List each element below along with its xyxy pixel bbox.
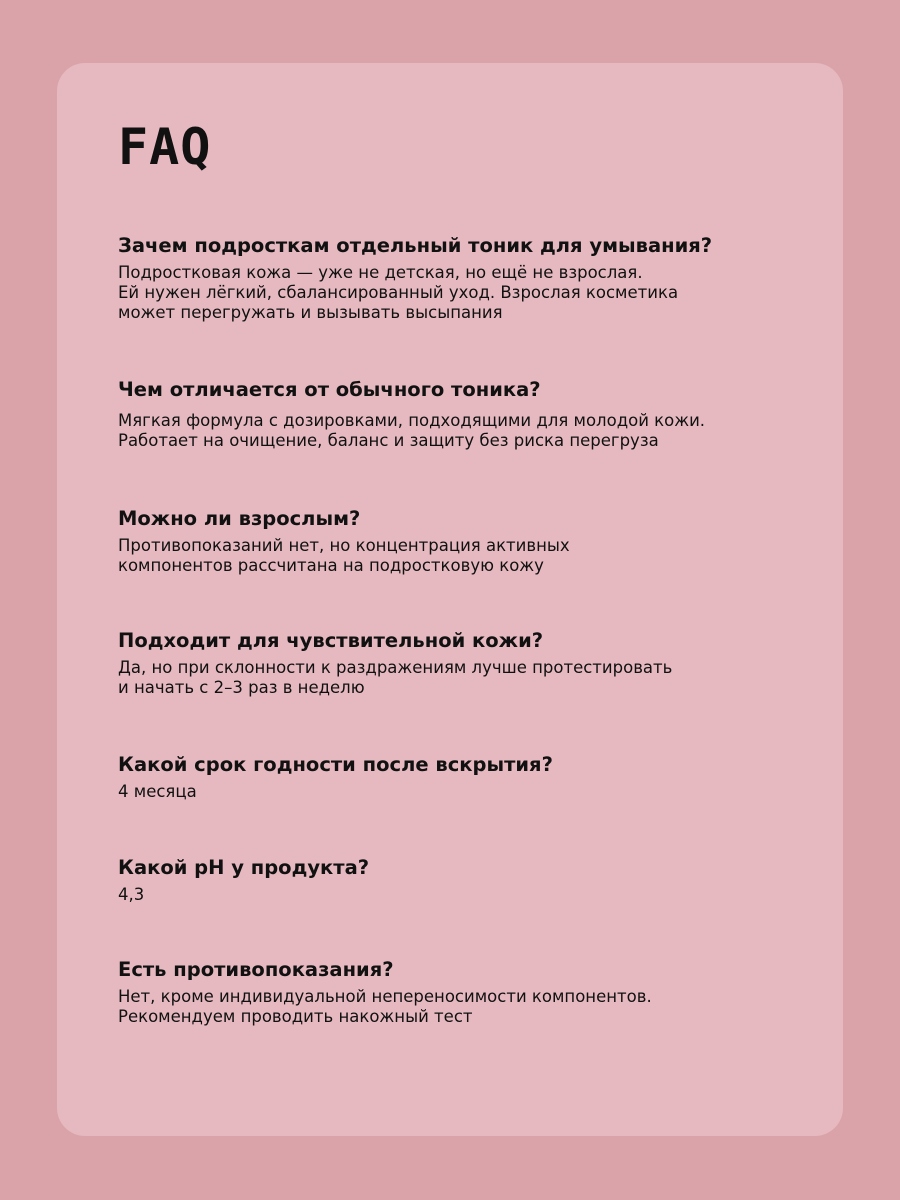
faq-card (57, 63, 843, 1136)
faq-item (118, 957, 798, 1027)
faq-item (118, 233, 798, 323)
faq-item (118, 628, 798, 698)
faq-item (118, 377, 798, 451)
faq-question: Зачем подросткам отдельный тоник для умывания? (118, 234, 713, 257)
faq-question: Какой pH у продукта? (118, 856, 370, 879)
faq-item (118, 855, 798, 905)
faq-answer: Да, но при склонности к раздражениям лучше протестировать и начать с 2–3 раз в неделю (118, 658, 673, 697)
faq-answer: Мягкая формула с дозировками, подходящими для молодой кожи. Работает на очищение, баланс и защиту без риска перегруза (118, 411, 706, 450)
faq-question: Чем отличается от обычного тоника? (118, 378, 541, 401)
faq-question: Подходит для чувствительной кожи? (118, 629, 544, 652)
faq-answer: 4 месяца (118, 782, 197, 801)
faq-answer: 4,3 (118, 885, 145, 904)
faq-answer: Противопоказаний нет, но концентрация активных компонентов рассчитана на подростковую кожу (118, 536, 570, 575)
faq-item (118, 752, 798, 802)
faq-question: Какой срок годности после вскрытия? (118, 753, 553, 776)
faq-question: Есть противопоказания? (118, 958, 394, 981)
faq-answer: Подростковая кожа — уже не детская, но ещё не взрослая. Ей нужен лёгкий, сбалансированный уход. Взрослая косметика может перегружать и вызывать высыпания (118, 263, 679, 322)
page-title: FAQ (118, 118, 212, 176)
faq-question: Можно ли взрослым? (118, 507, 361, 530)
faq-answer: Нет, кроме индивидуальной непереносимости компонентов. Рекомендуем проводить накожный тест (118, 987, 652, 1026)
faq-item (118, 506, 798, 576)
